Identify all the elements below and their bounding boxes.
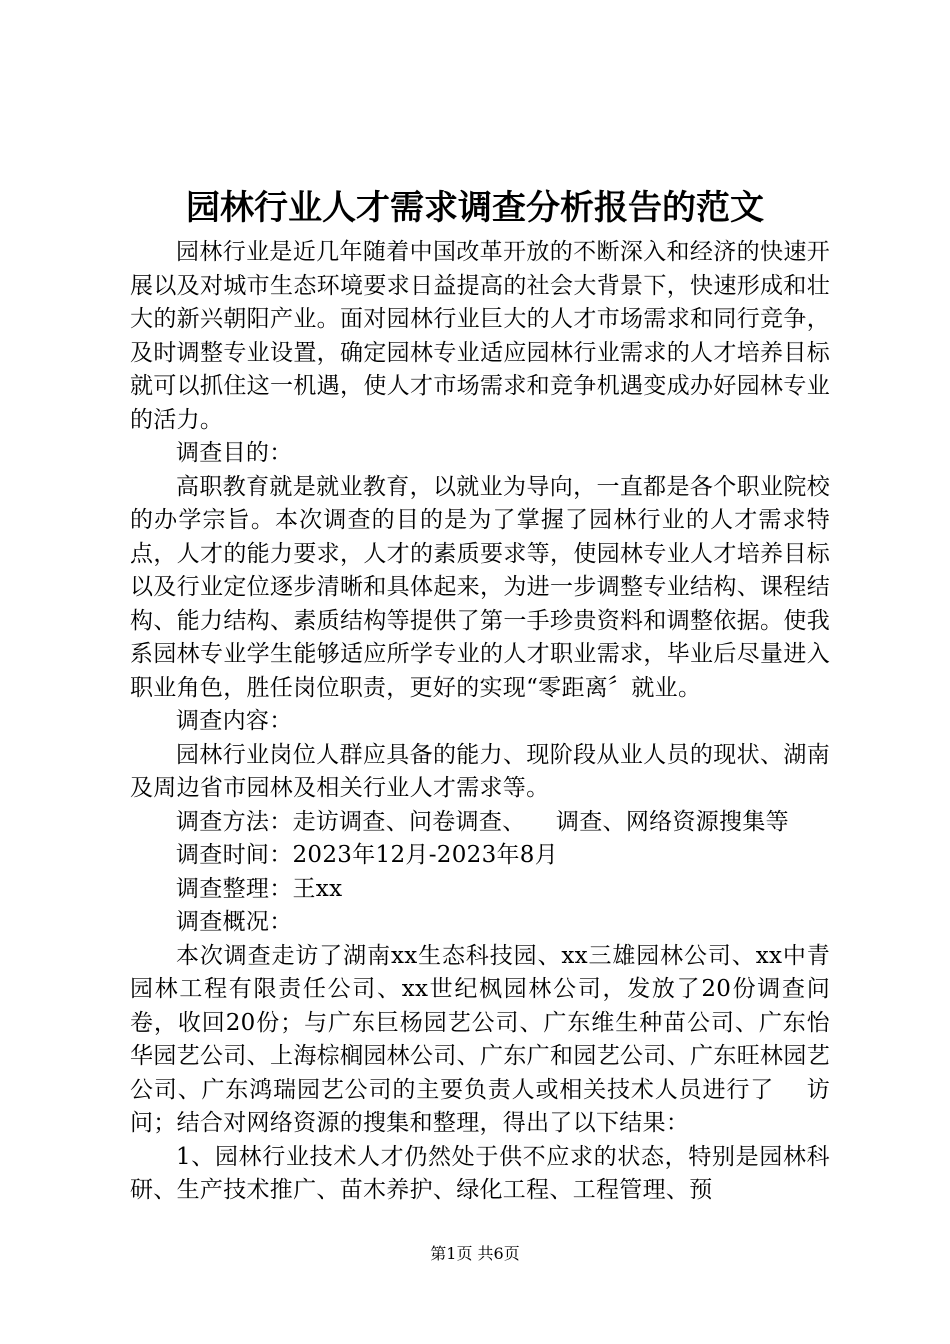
- paragraph-result-1: 1、园林行业技术人才仍然处于供不应求的状态，特别是园林科研、生产技术推广、苗木养护、绿化工程、工程管理、预: [130, 1143, 830, 1203]
- paragraph-purpose: 高职教育就是就业教育，以就业为导向，一直都是各个职业院校的办学宗旨。本次调查的目的是为了掌握了园林行业的人才需求特点，人才的能力要求，人才的素质要求等，使园林专业人才培养目标以及行业定位逐步清晰和具体起来，为进一步调整专业结构、课程结构、能力结构、素质结构等提供了第一手珍贵资料和调整依据。使我系园林专业学生能够适应所学专业的人才职业需求，毕业后尽量进入职业角色，胜任岗位职责，更好的实现“零距离〞就业。: [130, 473, 830, 701]
- heading-purpose: 调查目的：: [176, 440, 293, 466]
- line-method: 调查方法：走访调查、问卷调查、 调查、网络资源搜集等: [176, 808, 789, 835]
- line-organizer: 调查整理：王xx: [176, 875, 343, 902]
- page-title: 园林行业人才需求调查分析报告的范文: [186, 188, 764, 228]
- paragraph-content: 园林行业岗位人群应具备的能力、现阶段从业人员的现状、湖南及周边省市园林及相关行业人才需求等。: [130, 741, 830, 801]
- paragraph-overview: 本次调查走访了湖南xx生态科技园、xx三雄园林公司、xx中青园林工程有限责任公司、xx世纪枫园林公司，发放了20份调查问卷，收回20份；与广东巨杨园艺公司、广东维生种苗公司、广东怡华园艺公司、上海棕榈园林公司、广东广和园艺公司、广东旺林园艺公司、广东鸿瑞园艺公司的主要负责人或相关技术人员进行了 访问；结合对网络资源的搜集和整理，得出了以下结果：: [130, 942, 830, 1136]
- paragraph-intro: 园林行业是近几年随着中国改革开放的不断深入和经济的快速开展以及对城市生态环境要求日益提高的社会大背景下，快速形成和壮大的新兴朝阳产业。面对园林行业巨大的人才市场需求和同行竞争，及时调整专业设置，确定园林专业适应园林行业需求的人才培养目标就可以抓住这一机遇，使人才市场需求和竞争机遇变成办好园林专业的活力。: [130, 239, 830, 433]
- page-number-footer: 第1页 共6页: [430, 1244, 520, 1263]
- heading-content: 调查内容：: [176, 708, 293, 734]
- heading-overview: 调查概况：: [176, 909, 293, 935]
- line-time: 调查时间：2023年12月-2023年8月: [176, 842, 559, 868]
- document-body: [130, 236, 830, 1208]
